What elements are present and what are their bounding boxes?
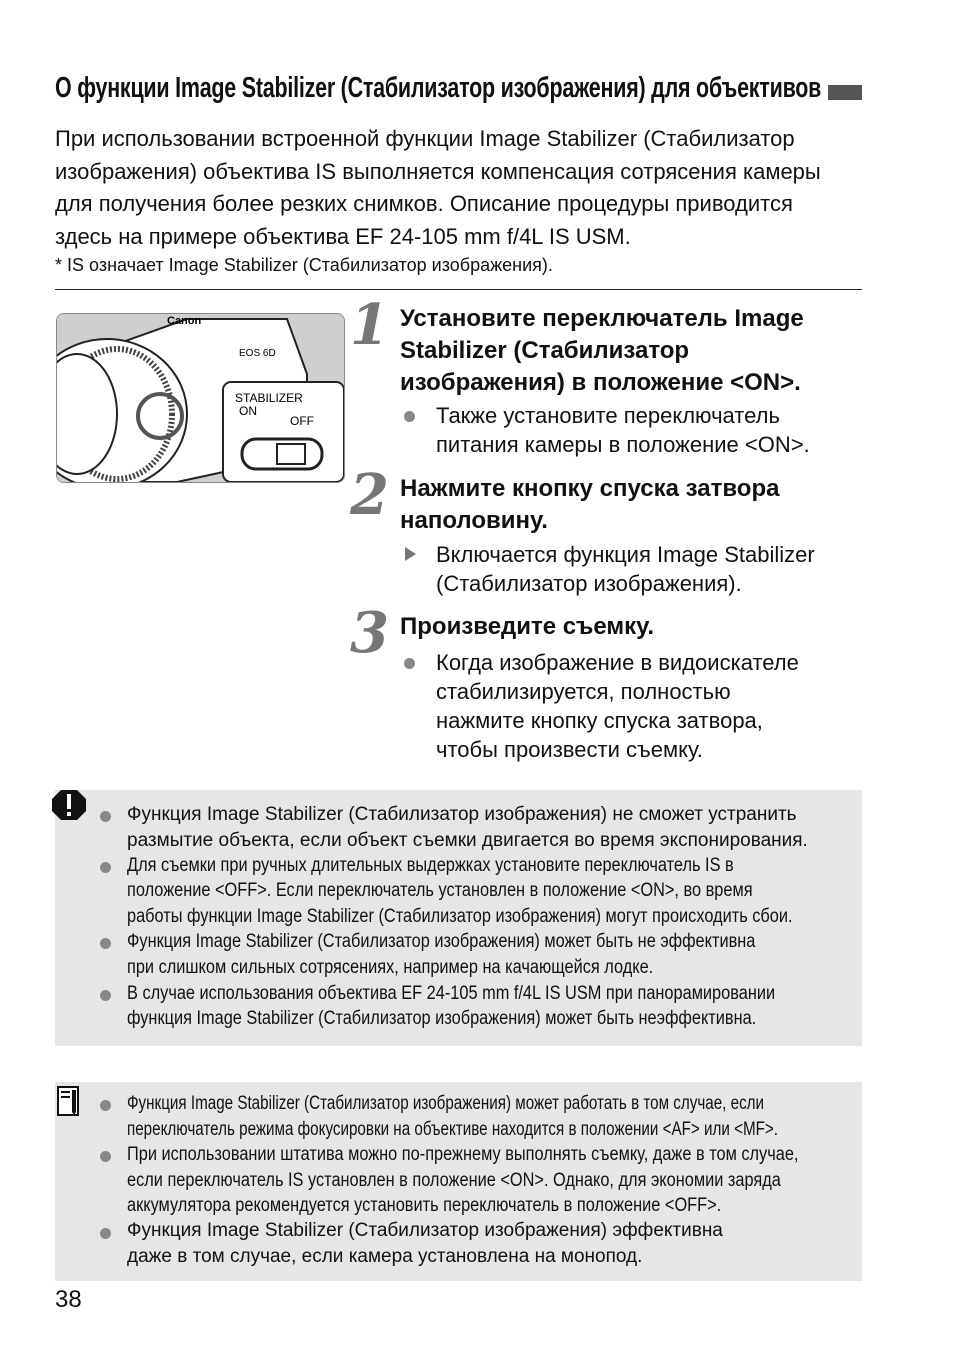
note-text: даже в том случае, если камера установлена на монопод. <box>127 1246 643 1267</box>
step-heading: Произведите съемку. <box>400 613 655 640</box>
bullet-icon <box>100 1228 111 1239</box>
step-number: 3 <box>350 600 389 666</box>
step-heading: Stabilizer (Стабилизатор <box>400 337 690 364</box>
bullet-icon <box>100 938 111 949</box>
bullet-icon <box>404 658 415 669</box>
switch-off-label: OFF <box>290 414 314 428</box>
note-text: Функция Image Stabilizer (Стабилизатор изображения) эффективна <box>127 1220 723 1241</box>
model-label: EOS 6D <box>239 348 276 359</box>
result-arrow-icon <box>405 547 416 561</box>
note-icon <box>57 1086 79 1121</box>
caution-icon <box>52 790 86 825</box>
step-text: питания камеры в положение <ON>. <box>436 432 810 457</box>
step-heading: Нажмите кнопку спуска затвора <box>400 475 780 502</box>
note-text: переключатель режима фокусировки на объективе находится в положении <AF> или <MF>. <box>127 1119 779 1140</box>
caution-text: работы функции Image Stabilizer (Стабилизатор изображения) могут происходить сбои. <box>127 906 793 927</box>
intro-line: изображения) объектива IS выполняется компенсация сотрясения камеры <box>55 159 821 184</box>
divider <box>55 289 862 290</box>
bullet-icon <box>100 1100 111 1111</box>
note-text: аккумулятора рекомендуется установить переключатель в положение <OFF>. <box>127 1195 722 1216</box>
brand-label: Canon <box>167 315 202 327</box>
step-text: Включается функция Image Stabilizer <box>436 542 815 567</box>
footnote: * IS означает Image Stabilizer (Стабилизатор изображения). <box>55 255 553 275</box>
page-number: 38 <box>55 1286 82 1313</box>
bullet-icon <box>100 811 111 822</box>
note-text: При использовании штатива можно по-прежнему выполнять съемку, даже в том случае, <box>127 1144 799 1165</box>
bullet-icon <box>100 862 111 873</box>
step-text: нажмите кнопку спуска затвора, <box>436 708 763 733</box>
step-text: Также установите переключатель <box>436 403 780 428</box>
switch-label: STABILIZER <box>235 391 303 405</box>
note-text: если переключатель IS установлен в положение <ON>. Однако, для экономии заряда <box>127 1170 781 1191</box>
caution-text: Функция Image Stabilizer (Стабилизатор изображения) не сможет устранить <box>127 804 797 825</box>
switch-on-label: ON <box>239 404 257 418</box>
caution-text: размытие объекта, если объект съемки двигается во время экспонирования. <box>127 830 808 851</box>
step-heading: изображения) в положение <ON>. <box>400 369 801 396</box>
caution-text: Функция Image Stabilizer (Стабилизатор изображения) может быть не эффективна <box>127 931 756 952</box>
bullet-icon <box>100 1151 111 1162</box>
section-title: О функции Image Stabilizer (Стабилизатор изображения) для объективов <box>55 72 822 104</box>
caution-text: Для съемки при ручных длительных выдержках установите переключатель IS в <box>127 855 734 876</box>
bullet-icon <box>100 990 111 1001</box>
step-text: Когда изображение в видоискателе <box>436 650 799 675</box>
title-marker <box>828 85 862 100</box>
step-number: 2 <box>350 462 389 528</box>
step-text: (Стабилизатор изображения). <box>436 571 742 596</box>
bullet-icon <box>404 411 415 422</box>
caution-text: при слишком сильных сотрясениях, например на качающейся лодке. <box>127 957 654 978</box>
step-number: 1 <box>350 292 389 358</box>
step-heading: Установите переключатель Image <box>400 305 804 332</box>
step-text: чтобы произвести съемку. <box>436 737 703 762</box>
caution-text: функция Image Stabilizer (Стабилизатор изображения) может быть неэффективна. <box>127 1008 757 1029</box>
step-text: стабилизируется, полностью <box>436 679 731 704</box>
camera-illustration <box>56 313 345 483</box>
intro-line: При использовании встроенной функции Image Stabilizer (Стабилизатор <box>55 126 795 151</box>
intro-line: здесь на примере объектива EF 24-105 mm f/4L IS USM. <box>55 224 631 249</box>
step-heading: наполовину. <box>400 507 548 534</box>
note-text: Функция Image Stabilizer (Стабилизатор изображения) может работать в том случае, если <box>127 1093 765 1114</box>
intro-line: для получения более резких снимков. Описание процедуры приводится <box>55 191 793 216</box>
caution-text: В случае использования объектива EF 24-105 mm f/4L IS USM при панорамировании <box>127 983 776 1004</box>
caution-text: положение <OFF>. Если переключатель установлен в положение <ON>, во время <box>127 880 753 901</box>
